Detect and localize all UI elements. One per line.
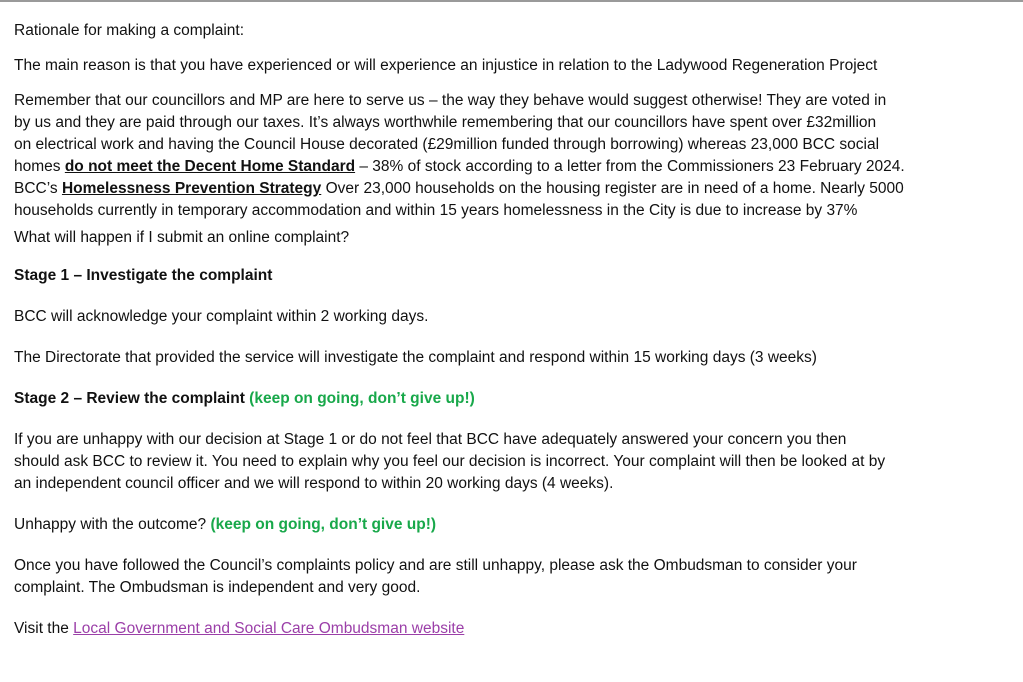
unhappy-line [14,514,1014,536]
remember-line-6: households currently in temporary accommodation and within 15 years homelessness in the City is due to increase by 37% [14,202,858,219]
stage2-paragraph [14,429,1014,495]
stage2-heading: Stage 2 – Review the complaint [14,390,245,407]
remember-line-5-post: Over 23,000 households on the housing register are in need of a home. Nearly 5000 [321,180,904,197]
stage2-line-3: an independent council officer and we will respond to within 20 working days (4 weeks). [14,475,614,492]
decent-home-standard-link[interactable]: do not meet the Decent Home Standard [64,158,356,175]
stage1-directorate: The Directorate that provided the service will investigate the complaint and respond within 15 working days (3 weeks) [14,349,817,366]
visit-pre: Visit the [14,620,74,637]
ombudsman-line-2: complaint. The Ombudsman is independent and very good. [14,579,421,596]
main-reason: The main reason is that you have experienced or will experience an injustice in relation to the Ladywood Regeneration Project [14,57,878,74]
remember-line-5 [14,178,1014,200]
unhappy-encourage: (keep on going, don’t give up!) [210,516,437,533]
stage1-heading: Stage 1 – Investigate the complaint [14,267,273,284]
remember-line-5-pre: BCC’s [14,180,62,197]
top-border [0,0,1023,2]
ombudsman-paragraph [14,555,1014,599]
stage1-acknowledge: BCC will acknowledge your complaint within 2 working days. [14,308,429,325]
remember-line-3: on electrical work and having the Council House decorated (£29million funded through borrowing) whereas 23,000 BCC social [14,136,880,153]
remember-line-1: Remember that our councillors and MP are here to serve us – the way they behave would suggest otherwise! They are voted in [14,92,887,109]
stage2-encourage: (keep on going, don’t give up!) [249,390,475,407]
remember-paragraph [14,90,1014,222]
remember-line-4 [14,156,1014,178]
ombudsman-website-link[interactable]: Local Government and Social Care Ombudsman website [73,620,465,637]
stage2-heading-line [14,388,1014,410]
what-happens-question: What will happen if I submit an online complaint? [14,229,350,246]
remember-line-4-post: – 38% of stock according to a letter from the Commissioners 23 February 2024. [355,158,905,175]
remember-line-2: by us and they are paid through our taxes. It’s always worthwhile remembering that our councillors have spent over £32million [14,114,877,131]
remember-line-4-pre: homes [14,158,65,175]
stage2-line-2: should ask BCC to review it. You need to explain why you feel our decision is incorrect. Your complaint will then be looked at by [14,453,886,470]
ombudsman-line-1: Once you have followed the Council’s complaints policy and are still unhappy, please ask the Ombudsman to consider your [14,557,857,574]
stage2-line-1: If you are unhappy with our decision at Stage 1 or do not feel that BCC have adequately answered your concern you then [14,431,847,448]
document-body [14,20,1014,640]
visit-line [14,618,1014,640]
homelessness-strategy-link[interactable]: Homelessness Prevention Strategy [61,180,322,197]
unhappy-text: Unhappy with the outcome? [14,516,211,533]
rationale-heading: Rationale for making a complaint: [14,22,245,39]
